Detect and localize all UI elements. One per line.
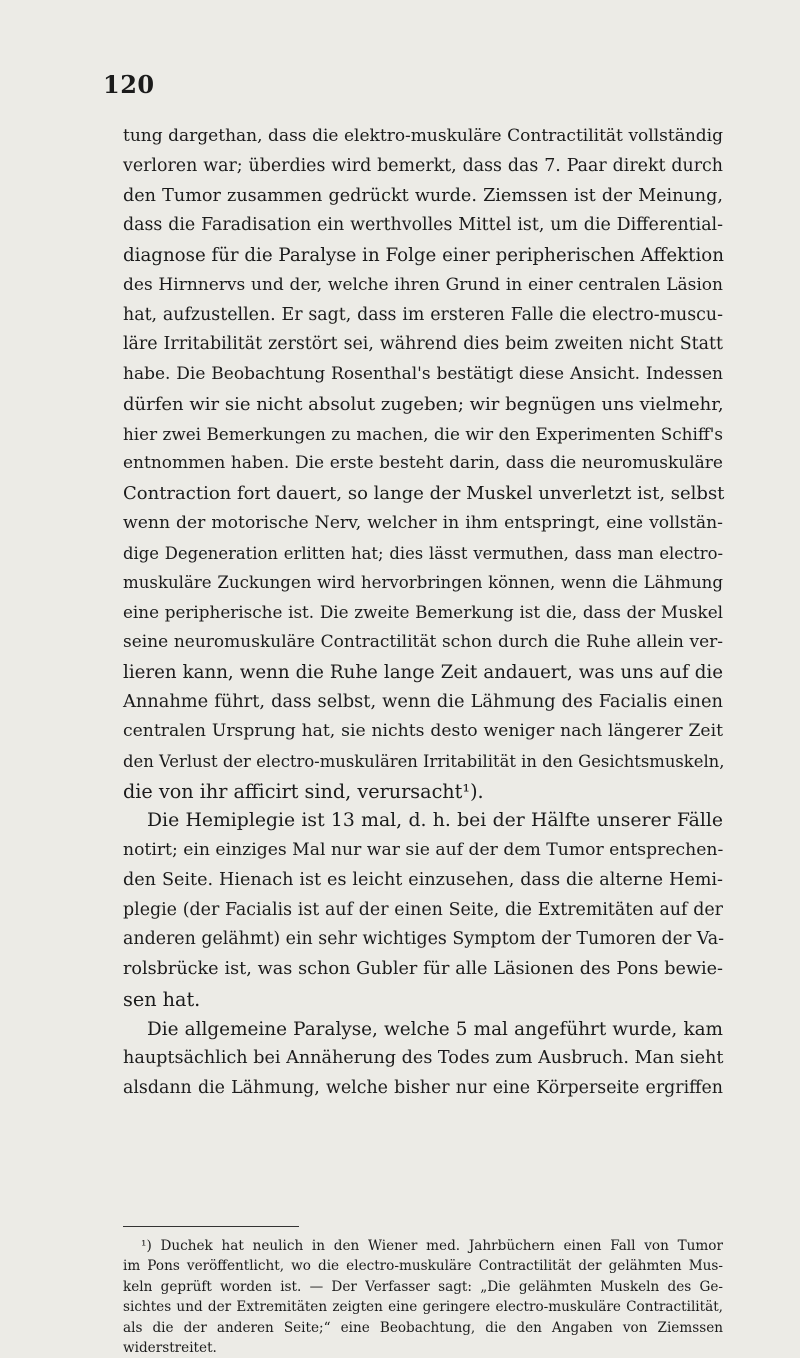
text-line: Annahme führt, dass selbst, wenn die Lähmung des Facialis einen <box>123 691 723 713</box>
text-line: tung dargethan, dass die elektro-muskuläre Contractilität vollständig <box>123 126 723 146</box>
text-line: dige Degeneration erlitten hat; dies lässt vermuthen, dass man electro- <box>123 543 723 563</box>
text-line: den Verlust der electro-muskulären Irritabilität in den Gesichtsmuskeln, <box>123 751 725 771</box>
footnote-line: keln geprüft worden ist. — Der Verfasser sagt: „Die gelähmten Muskeln des Ge- <box>123 1278 723 1295</box>
footnote-line: als die der anderen Seite;“ eine Beobachtung, die den Angaben von Ziemssen <box>123 1319 723 1336</box>
text-line: rolsbrücke ist, was schon Gubler für alle Läsionen des Pons bewie- <box>123 959 723 979</box>
text-line: verloren war; überdies wird bemerkt, dass das 7. Paar direkt durch <box>123 155 723 176</box>
text-line: diagnose für die Paralyse in Folge einer peripherischen Affektion <box>123 245 724 266</box>
footnote-line: ¹) Duchek hat neulich in den Wiener med. Jahrbüchern einen Fall von Tumor <box>141 1238 723 1254</box>
footnote-line: sichtes und der Extremitäten zeigten eine geringere electro-muskuläre Contractilität, <box>123 1299 723 1316</box>
text-line: lieren kann, wenn die Ruhe lange Zeit andauert, was uns auf die <box>123 661 723 683</box>
text-line: den Seite. Hienach ist es leicht einzusehen, dass die alterne Hemi- <box>123 869 723 890</box>
text-line: Contraction fort dauert, so lange der Muskel unverletzt ist, selbst <box>123 483 725 504</box>
main-text <box>123 122 723 1104</box>
text-line: Die Hemiplegie ist 13 mal, d. h. bei der Hälfte unserer Fälle <box>147 810 723 832</box>
footnote-line: widerstreitet. <box>123 1339 217 1356</box>
text-line: alsdann die Lähmung, welche bisher nur eine Körperseite ergriffen <box>123 1078 723 1098</box>
text-line: dass die Faradisation ein werthvolles Mittel ist, um die Differential- <box>123 215 723 236</box>
text-line: sen hat. <box>123 987 201 1011</box>
footnote <box>123 1236 723 1358</box>
text-line: centralen Ursprung hat, sie nichts desto weniger nach längerer Zeit <box>123 721 723 741</box>
text-line: den Tumor zusammen gedrückt wurde. Ziemssen ist der Meinung, <box>123 185 723 206</box>
text-line: habe. Die Beobachtung Rosenthal's bestätigt diese Ansicht. Indessen <box>123 364 723 384</box>
text-line: wenn der motorische Nerv, welcher in ihm entspringt, eine vollstän- <box>123 512 723 533</box>
text-line: des Hirnnervs und der, welche ihren Grund in einer centralen Läsion <box>123 274 723 295</box>
footnote-line: im Pons veröffentlicht, wo die electro-muskuläre Contractilität der gelähmten Mus- <box>123 1258 723 1275</box>
text-line: hat, aufzustellen. Er sagt, dass im ersteren Falle die electro-muscu- <box>123 304 723 325</box>
text-line: die von ihr afficirt sind, verursacht¹). <box>123 779 484 803</box>
text-line: muskuläre Zuckungen wird hervorbringen können, wenn die Lähmung <box>123 573 723 593</box>
text-line: läre Irritabilität zerstört sei, während dies beim zweiten nicht Statt <box>123 334 723 355</box>
text-line: hier zwei Bemerkungen zu machen, die wir den Experimenten Schiff's <box>123 423 723 444</box>
text-line: seine neuromuskuläre Contractilität schon durch die Ruhe allein ver- <box>123 631 723 652</box>
text-line: anderen gelähmt) ein sehr wichtiges Symptom der Tumoren der Va- <box>123 929 724 950</box>
page-number: 120 <box>103 70 155 99</box>
text-line: entnommen haben. Die erste besteht darin, dass die neuromuskuläre <box>123 453 723 474</box>
text-line: plegie (der Facialis ist auf der einen Seite, die Extremitäten auf der <box>123 899 723 920</box>
text-line: hauptsächlich bei Annäherung des Todes zum Ausbruch. Man sieht <box>123 1048 724 1069</box>
text-line: dürfen wir sie nicht absolut zugeben; wir begnügen uns vielmehr, <box>123 393 724 415</box>
footnote-rule <box>123 1226 299 1227</box>
text-line: notirt; ein einziges Mal nur war sie auf der dem Tumor entsprechen- <box>123 840 724 860</box>
text-line: eine peripherische ist. Die zweite Bemerkung ist die, dass der Muskel <box>123 602 723 622</box>
text-line: Die allgemeine Paralyse, welche 5 mal angeführt wurde, kam <box>147 1018 723 1040</box>
